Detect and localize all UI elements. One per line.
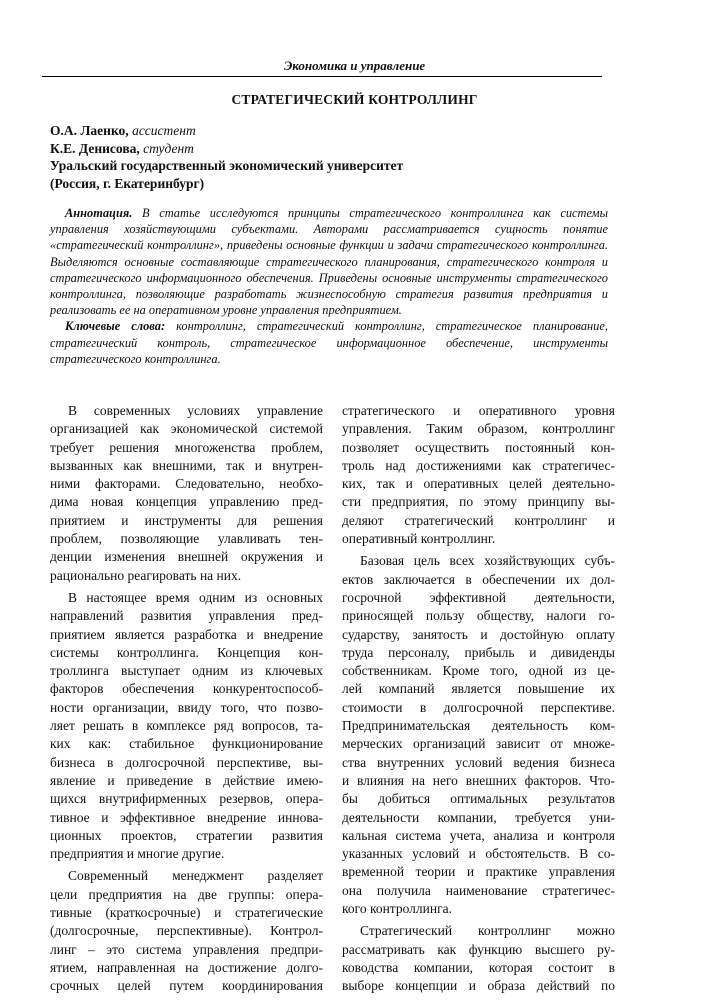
body-text-line: лей компаний является повышение их bbox=[342, 681, 615, 697]
body-column-left bbox=[50, 402, 323, 996]
body-text-line: системы контроллинга. Концепция кон- bbox=[50, 644, 323, 660]
author-name: К.Е. Денисова, bbox=[50, 140, 140, 156]
body-text-line: позволяет осуществить постоянный кон- bbox=[342, 439, 615, 455]
author-name: О.А. Лаенко, bbox=[50, 123, 129, 138]
body-text-line: линг – это система управления предпри- bbox=[50, 941, 323, 957]
body-text-line: проблем, позволяющие улавливать тен- bbox=[50, 531, 323, 547]
affiliation-line-1: Уральский государственный экономический университет bbox=[50, 158, 404, 173]
body-text-line: приносящей пользу обществу, налоги го- bbox=[342, 608, 615, 624]
body-text-line: вызванных как внешними, так и внутрен- bbox=[50, 457, 323, 473]
body-text-line: В современных условиях управление bbox=[68, 403, 323, 418]
body-text-line: срочных целей путем координирования bbox=[50, 978, 323, 994]
body-text-line: оперативный контроллинг. bbox=[342, 531, 496, 547]
body-text-line: рационально реагировать на них. bbox=[50, 567, 242, 583]
body-text-line: кого контроллинга. bbox=[342, 901, 453, 917]
body-text-line: щихся внутрифирменных резервов, опера- bbox=[50, 791, 323, 807]
abstract bbox=[50, 205, 608, 367]
body-text-line: выборе концепции и образа действий по bbox=[342, 978, 615, 994]
body-text-line: дима новая концепция управлению пред- bbox=[50, 494, 323, 510]
body-text-line: приятием и инструменты для решения bbox=[50, 512, 323, 528]
body-text-line: ционных проектов, стратегии развития bbox=[50, 827, 323, 843]
body-text-line: сударству, занятость и достойную оплату bbox=[342, 626, 615, 642]
body-text-line: троллинга выступает одним из ключевых bbox=[50, 663, 323, 679]
body-column-right bbox=[342, 402, 615, 996]
abstract-text: В статье исследуются принципы стратегического контроллинга как системы управления хозяйствующими субъектами. Авторами рассматривается сущность понятие «стратегический контроллинг», приведены основные функции и задачи стратегического контроллинга. Выделяются основные составляющие стратегического планирования, стратегического контроля и стратегического информационного обеспечения. Приведены основные инструменты стратегического контроллинга, позволяющие разработать жизнеспособную стратегия развития предприятия и реализовать ее на оперативном уровне управления предприятием. bbox=[50, 206, 608, 318]
body-text-line: деляют стратегический контроллинг и bbox=[342, 512, 615, 528]
author-1 bbox=[50, 122, 610, 140]
body-text-line: бизнеса в долгосрочной перспективе, вы- bbox=[50, 754, 323, 770]
body-text-line: ства внутренних условий ведения бизнеса bbox=[342, 754, 615, 770]
body-text-line: ности организации, ввиду того, что позво- bbox=[50, 699, 323, 715]
body-text-line: временной теории и практике управления bbox=[342, 864, 615, 880]
body-text-line: В настоящее время одним из основных bbox=[68, 589, 323, 605]
body-text-line: (долгосрочные, перспективные). Контрол- bbox=[50, 923, 323, 939]
body-text-line: Стратегический контроллинг можно bbox=[360, 923, 615, 939]
body-text-line: собственникам. Кроме того, одной из це- bbox=[342, 663, 615, 679]
body-text-line: рассматривать как функцию высшего ру- bbox=[342, 941, 615, 957]
body-text-line: тивное и эффективное внедрение иннова- bbox=[50, 809, 323, 825]
body-text-line: ними факторами. Следовательно, необхо- bbox=[50, 476, 323, 492]
body-text-line: факторов обеспечения конкурентоспособ- bbox=[50, 681, 323, 697]
body-text-line: ких как: стабильное функционирование bbox=[50, 736, 323, 752]
author-role: ассистент bbox=[132, 123, 196, 138]
body-text-line: ляет решать в комплексе ряд вопросов, та- bbox=[50, 718, 323, 734]
body-text-line: организацией как экономической системой bbox=[50, 421, 323, 437]
body-text-line: ководства компании, которая состоит в bbox=[342, 959, 615, 975]
body-text-line: стоимости в долгосрочной перспективе. bbox=[342, 699, 615, 715]
abstract-paragraph bbox=[50, 205, 608, 318]
body-text-line: управления. Таким образом, контроллинг bbox=[342, 421, 615, 437]
body-text-line: тивные (краткосрочные) и стратегические bbox=[50, 905, 323, 921]
body-text-line: госрочной эффективной деятельности, bbox=[342, 589, 615, 605]
body-text-line: кальная система учета, анализа и контроля bbox=[342, 827, 615, 843]
body-text-line: предприятия и многие другие. bbox=[50, 846, 225, 862]
body-text-line: ятием, направленная на достижение долго- bbox=[50, 959, 323, 975]
keywords-paragraph bbox=[50, 318, 608, 367]
body-text-line: и влияния на него внешних факторов. Что- bbox=[342, 772, 615, 788]
author-role: студент bbox=[143, 140, 194, 156]
body-text-line: цели предприятия на две группы: опера- bbox=[50, 886, 323, 902]
body-text-line: направлений развития управления пред- bbox=[50, 608, 323, 624]
body-text-line: она получила наименование стратегичес- bbox=[342, 882, 615, 898]
body-text-line: ких, так и оперативных целей деятельно- bbox=[342, 476, 615, 492]
body-text-line: ектов заключается в обеспечении их дол- bbox=[342, 571, 615, 587]
abstract-label: Аннотация. bbox=[65, 206, 133, 220]
author-block bbox=[50, 122, 610, 192]
body-text-line: сти предприятия, по этому принципу вы- bbox=[342, 494, 615, 510]
body-text-line: мерческих организаций зависит от множе- bbox=[342, 736, 615, 752]
body-text-line: троль над достижениями как стратегичес- bbox=[342, 457, 615, 473]
author-2 bbox=[50, 140, 610, 158]
affiliation-line-2: (Россия, г. Екатеринбург) bbox=[50, 175, 205, 191]
body-text-line: требует решения многоженства проблем, bbox=[50, 439, 323, 455]
body-text-line: бы добиться оптимальных результатов bbox=[342, 791, 615, 807]
body-text-line: приятием является разработка и внедрение bbox=[50, 626, 323, 642]
header-rule bbox=[42, 76, 602, 77]
body-text-line: денции изменения внешней окружения и bbox=[50, 549, 323, 565]
running-title: Экономика и управление bbox=[283, 58, 426, 73]
body-text-line: деятельности компании, требуется уни- bbox=[342, 809, 615, 825]
keywords-text: контроллинг, стратегический контроллинг, стратегическое планирование, стратегический контроль, стратегическое информационное обеспечение, инструменты стратегического контроллинга. bbox=[50, 319, 608, 366]
body-text-line: Базовая цель всех хозяйствующих субъ- bbox=[360, 553, 615, 569]
body-text-line: указанных условий и обстоятельств. В со- bbox=[342, 846, 615, 862]
body-text-line: труда персоналу, прибыль и дивиденды bbox=[342, 644, 615, 660]
body-text-line: явление и приведение в действие имею- bbox=[50, 772, 323, 788]
body-text-line: Современный менеджмент разделяет bbox=[68, 868, 323, 884]
body-text-line: стратегического и оперативного уровня bbox=[342, 403, 615, 418]
body-text-line: Предпринимательская деятельность ком- bbox=[342, 718, 615, 734]
article-title: СТРАТЕГИЧЕСКИЙ КОНТРОЛЛИНГ bbox=[231, 92, 478, 107]
keywords-label: Ключевые слова: bbox=[65, 319, 166, 334]
